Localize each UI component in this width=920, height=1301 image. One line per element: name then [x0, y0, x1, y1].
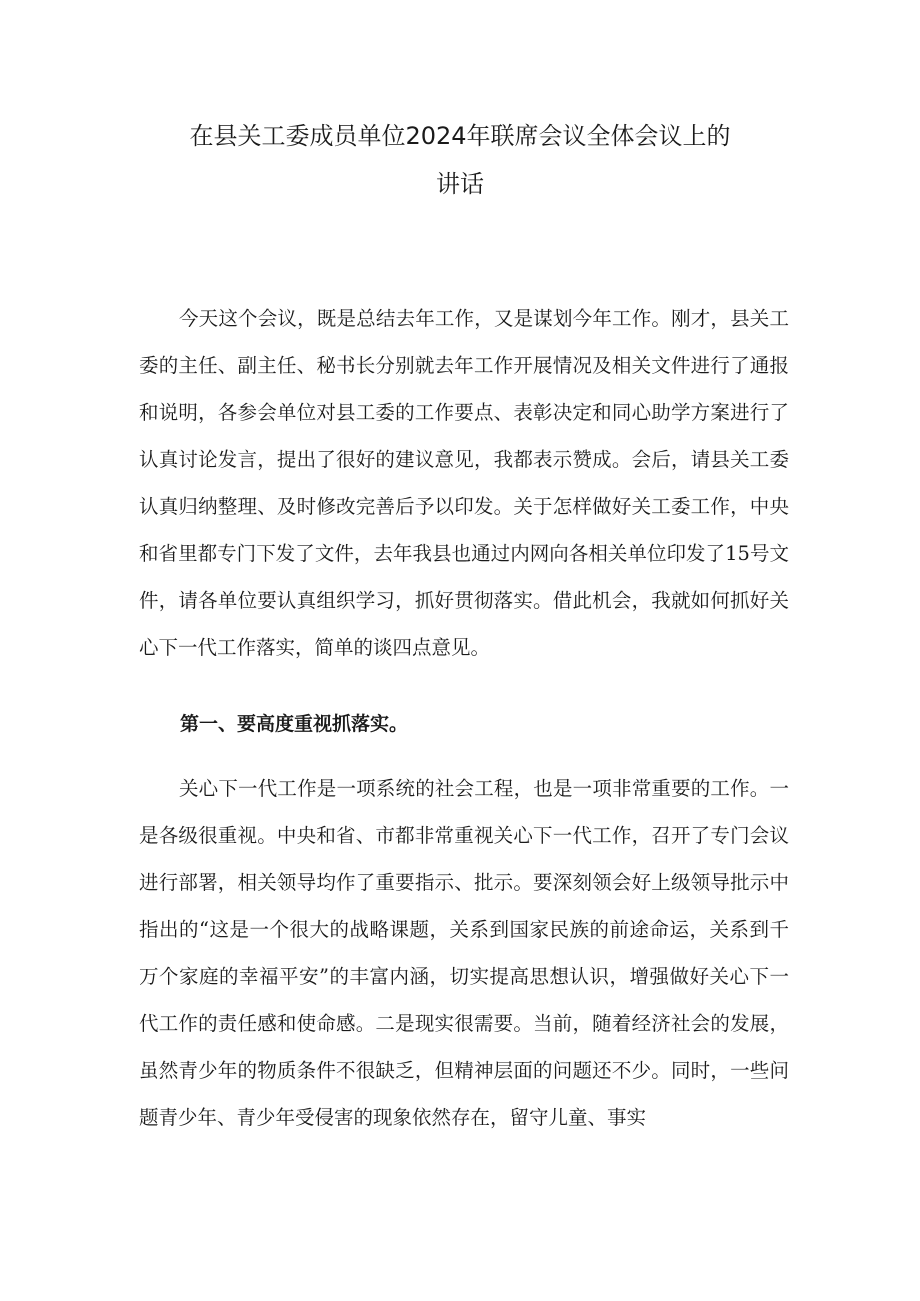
paragraph-section-1: 关心下一代工作是一项系统的社会工程，也是一项非常重要的工作。一是各级很重视。中央和省、市都非常重视关心下一代工作，召开了专门会议进行部署，相关领导均作了重要指示、批示。要深刻领会好上级领导批示中指出的“这是一个很大的战略课题，关系到国家民族的前途命运，关系到千万个家庭的幸福平安”的丰富内涵，切实提高思想认识，增强做好关心下一代工作的责任感和使命感。二是现实很需要。当前，随着经济社会的发展，虽然青少年的物质条件不很缺乏，但精神层面的问题还不少。同时，一些问题青少年、青少年受侵害的现象依然存在，留守儿童、事实 [139, 777, 789, 1129]
paragraph-intro: 今天这个会议，既是总结去年工作，又是谋划今年工作。刚才，县关工委的主任、副主任、秘书长分别就去年工作开展情况及相关文件进行了通报和说明，各参会单位对县工委的工作要点、表彰决定和同心助学方案进行了认真讨论发言，提出了很好的建议意见，我都表示赞成。会后，请县关工委认真归纳整理、及时修改完善后予以印发。关于怎样做好关工委工作，中央和省里都专门下发了文件，去年我县也通过内网向各相关单位印发了15号文件，请各单位要认真组织学习，抓好贯彻落实。借此机会，我就如何抓好关心下一代工作落实，简单的谈四点意见。 [139, 307, 789, 659]
document-title [120, 112, 800, 208]
title-line-2: 讲话 [436, 170, 484, 198]
title-line-1: 在县关工委成员单位2024年联席会议全体会议上的 [189, 122, 731, 150]
section-heading-1: 第一、要高度重视抓落实。 [180, 713, 409, 735]
